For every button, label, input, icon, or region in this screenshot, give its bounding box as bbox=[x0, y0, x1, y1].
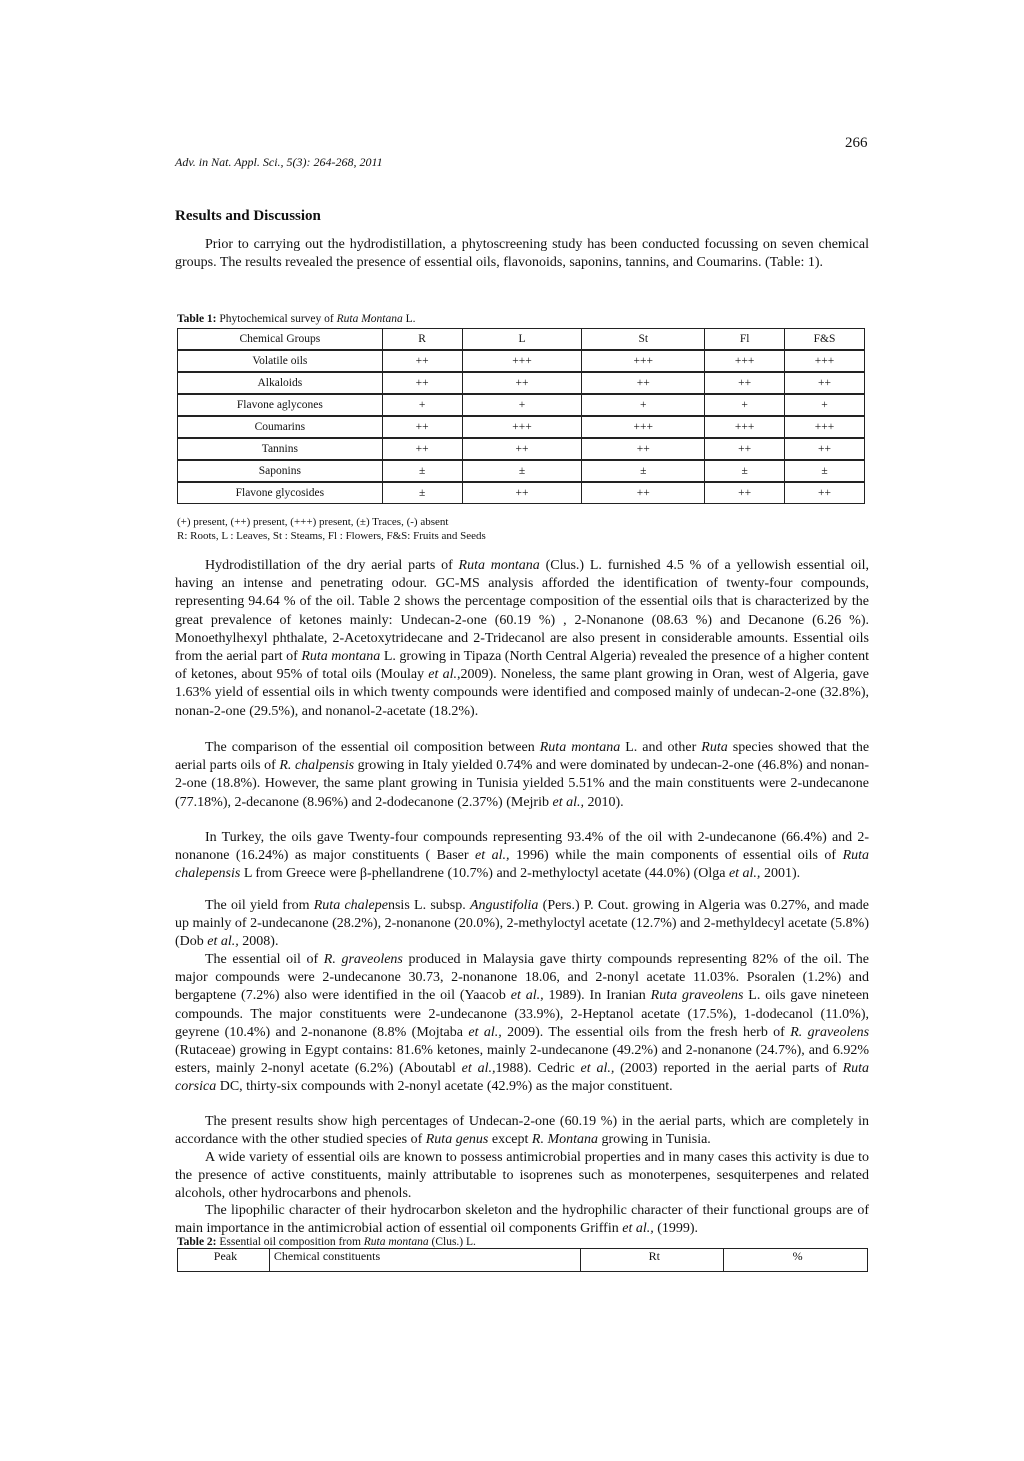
table1-cell: + bbox=[705, 394, 785, 416]
table1-cell: ++ bbox=[705, 482, 785, 504]
body-paragraph-2: The comparison of the essential oil composition between Ruta montana L. and other Ruta species showed that the aerial parts oils of R. chalpensis growing in Italy yielded 0.74% and were dominated by undecan-2-one (46.8%) and nonan-2-one (18.8%). However, the same plant growing in Tunisia yielded 5.51% and the main constituents were 2-undecanone (77.18%), 2-decanone (8.96%) and 2-dodecanone (2.37%) (Mejrib et al., 2010). bbox=[175, 740, 870, 810]
table1-cell: ++ bbox=[382, 438, 462, 460]
table1-cell: ++ bbox=[785, 482, 865, 504]
table1-cell: Flavone aglycones bbox=[178, 394, 383, 416]
table2-header-cell: Chemical constituents bbox=[269, 1249, 581, 1272]
table2-header-cell: % bbox=[724, 1249, 868, 1272]
table1-row bbox=[178, 350, 865, 372]
table1-cell: ++ bbox=[462, 438, 582, 460]
table2-caption: Table 2: Essential oil composition from Ruta montana (Clus.) L. bbox=[177, 1236, 476, 1248]
page-number: 266 bbox=[845, 135, 868, 151]
table1-cell: +++ bbox=[582, 350, 705, 372]
table1-cell: ++ bbox=[382, 350, 462, 372]
table1-phytochemical-survey bbox=[177, 328, 865, 504]
table1-row bbox=[178, 482, 865, 504]
table1-header-cell: L bbox=[462, 329, 582, 351]
table1-cell: ++ bbox=[582, 372, 705, 394]
table1-cell: + bbox=[582, 394, 705, 416]
table1-row bbox=[178, 394, 865, 416]
table1-cell: Volatile oils bbox=[178, 350, 383, 372]
table1-footnote-legend: (+) present, (++) present, (+++) present, (±) Traces, (-) absent bbox=[177, 516, 449, 528]
table2-header-cell: Peak bbox=[178, 1249, 270, 1272]
table1-cell: ++ bbox=[705, 438, 785, 460]
table1-cell: ± bbox=[382, 482, 462, 504]
table1-header-cell: Fl bbox=[705, 329, 785, 351]
table1-cell: + bbox=[785, 394, 865, 416]
table1-cell: +++ bbox=[582, 416, 705, 438]
table1-cell: + bbox=[462, 394, 582, 416]
table1-cell: ± bbox=[785, 460, 865, 482]
table1-cell: ± bbox=[382, 460, 462, 482]
table1-header-row bbox=[178, 329, 865, 351]
body-paragraph-6: The present results show high percentages of Undecan-2-one (60.19 %) in the aerial parts, which are completely in accordance with the other studied species of Ruta genus except R. Montana growing in Tunisia. bbox=[175, 1114, 869, 1148]
table1-header-cell: St bbox=[582, 329, 705, 351]
table2-header-row bbox=[178, 1249, 868, 1272]
table2-essential-oil-composition bbox=[177, 1248, 868, 1272]
table1-header-cell: R bbox=[382, 329, 462, 351]
table1-header-cell: F&S bbox=[785, 329, 865, 351]
table1-cell: Alkaloids bbox=[178, 372, 383, 394]
section-title: Results and Discussion bbox=[175, 208, 321, 224]
table1-cell: Saponins bbox=[178, 460, 383, 482]
table1-cell: ++ bbox=[582, 482, 705, 504]
table1-cell: ++ bbox=[785, 372, 865, 394]
table1-caption-label: Table 1: bbox=[177, 313, 217, 325]
table1-cell: ++ bbox=[785, 438, 865, 460]
table1-cell: +++ bbox=[462, 350, 582, 372]
journal-citation: Adv. in Nat. Appl. Sci., 5(3): 264-268, 2011 bbox=[175, 155, 383, 169]
table1-row bbox=[178, 416, 865, 438]
table1-row bbox=[178, 438, 865, 460]
table1-cell: ± bbox=[705, 460, 785, 482]
table1-row bbox=[178, 460, 865, 482]
body-paragraph-4: The oil yield from Ruta chalepensis L. subsp. Angustifolia (Pers.) P. Cout. growing in Algeria was 0.27%, and made up mainly of 2-undecanone (28.2%), 2-nonanone (20.0%), 2-methyloctyl acetate (12.7%) and 2-methyldecyl acetate (5.8%) (Dob et al., 2008). bbox=[175, 898, 870, 950]
table1-cell: ++ bbox=[462, 372, 582, 394]
table1-cell: ++ bbox=[462, 482, 582, 504]
body-paragraph-5: The essential oil of R. graveolens produced in Malaysia gave thirty compounds representing 82% of the oil. The major compounds were 2-undecanone 30.73, 2-nonanone 18.06, and 2-nonyl acetate 11.03%. Psoralen (1.2%) and bergaptene (7.2%) also were identified in the oil (Yaacob et al., 1989). In Iranian Ruta graveolens L. oils gave nineteen compounds. The major constituents were 2-undecanone (33.9%), 2-Heptanol acetate (17.5%), 1-dodecanol (11.0%), geyrene (10.4%) and 2-nonanone (8.8% (Mojtaba et al., 2009). The essential oils from the fresh herb of R. graveolens (Rutaceae) growing in Egypt contains: 81.6% ketones, mainly 2-undecanone (49.2%) and 2-nonanone (24.7%), and 6.92% esters, mainly 2-nonyl acetate (6.2%) (Aboutabl et al.,1988). Cedric et al., (2003) reported in the aerial parts of Ruta corsica DC, thirty-six compounds with 2-nonyl acetate (42.9%) as the major constituent. bbox=[175, 952, 870, 1095]
table1-row bbox=[178, 372, 865, 394]
table1-cell: +++ bbox=[462, 416, 582, 438]
table1-cell: + bbox=[382, 394, 462, 416]
table1-cell: ++ bbox=[705, 372, 785, 394]
table1-cell: ++ bbox=[582, 438, 705, 460]
table1-cell: Flavone glycosides bbox=[178, 482, 383, 504]
body-paragraph-1: Hydrodistillation of the dry aerial parts of Ruta montana (Clus.) L. furnished 4.5 % of a yellowish essential oil, having an intense and penetrating odour. GC-MS analysis afforded the identification of twenty-four compounds, representing 94.64 % of the oil. Table 2 shows the percentage composition of the essential oils that is characterized by the great prevalence of ketones mainly: Undecan-2-one (60.19 %) , 2-Nonanone (08.63 %) and Decanone (6.26 %). Monoethylhexyl phthalate, 2-Acetoxytridecane and 2-Tridecanol are also present in considerable amounts. Essential oils from the aerial part of Ruta montana L. growing in Tipaza (North Central Algeria) revealed the presence of a higher content of ketones, about 95% of total oils (Moulay et al.,2009). Noneless, the same plant growing in Oran, west of Algeria, gave 1.63% yield of essential oils in which twenty compounds were identified and composed mainly of undecan-2-one (32.8%), nonan-2-one (29.5%), and nonanol-2-acetate (18.2%). bbox=[175, 558, 870, 719]
body-paragraph-8: The lipophilic character of their hydrocarbon skeleton and the hydrophilic character of their functional groups are of main importance in the antimicrobial action of essential oil components Griffin et al., (1999). bbox=[175, 1203, 869, 1237]
table1-cell: ± bbox=[462, 460, 582, 482]
table2-caption-label: Table 2: bbox=[177, 1236, 217, 1248]
table1-cell: Coumarins bbox=[178, 416, 383, 438]
table1-cell: ++ bbox=[382, 372, 462, 394]
body-paragraph-3: In Turkey, the oils gave Twenty-four compounds representing 93.4% of the oil with 2-undecanone (66.4%) and 2-nonanone (16.24%) as major constituents ( Baser et al., 1996) while the main components of essential oils of Ruta chalepensis L from Greece were β-phellandrene (10.7%) and 2-methyloctyl acetate (44.0%) (Olga et al., 2001). bbox=[175, 830, 870, 882]
table1-footnote-abbreviations: R: Roots, L : Leaves, St : Steams, Fl : Flowers, F&S: Fruits and Seeds bbox=[177, 530, 486, 542]
table1-cell: +++ bbox=[705, 416, 785, 438]
intro-paragraph: Prior to carrying out the hydrodistillation, a phytoscreening study has been conducted focussing on seven chemical groups. The results revealed the presence of essential oils, flavonoids, saponins, tannins, and Coumarins. (Table: 1). bbox=[175, 237, 869, 271]
table1-cell: ++ bbox=[382, 416, 462, 438]
table1-cell: +++ bbox=[785, 350, 865, 372]
body-paragraph-7: A wide variety of essential oils are known to possess antimicrobial properties and in many cases this activity is due to the presence of active constituents, mainly attributable to isoprenes such as monoterpenes, sesquiterpenes and related alcohols, other hydrocarbons and phenols. bbox=[175, 1150, 869, 1202]
table1-cell: ± bbox=[582, 460, 705, 482]
table1-cell: Tannins bbox=[178, 438, 383, 460]
table1-cell: +++ bbox=[705, 350, 785, 372]
table1-cell: +++ bbox=[785, 416, 865, 438]
table1-header-cell: Chemical Groups bbox=[178, 329, 383, 351]
table2-header-cell: Rt bbox=[581, 1249, 724, 1272]
table1-caption: Table 1: Phytochemical survey of Ruta Montana L. bbox=[177, 313, 416, 325]
